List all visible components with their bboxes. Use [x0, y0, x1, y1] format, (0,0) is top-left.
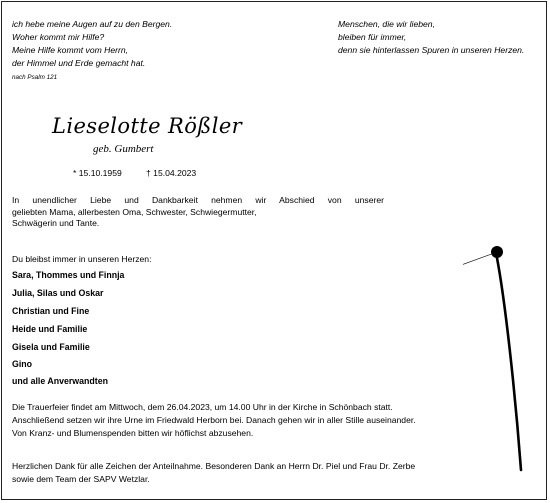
attached-seed [463, 252, 497, 264]
deceased-name: Lieselotte Rößler [52, 114, 243, 138]
death-date: 15.04.2023 [153, 168, 197, 178]
thanks-line: Herzlichen Dank für alle Zeichen der Anteilnahme. Besonderen Dank an Herrn Dr. Piel und Frau Dr. Zerbe [12, 461, 416, 471]
mourner-name: Heide und Familie [12, 324, 88, 334]
birth-star-icon: * [73, 168, 77, 178]
funeral-line: Anschließend setzen wir ihre Urne im Friedwald Herborn bei. Danach gehen wir in aller Stille auseinander. [12, 415, 416, 425]
psalm-line-3: Meine Hilfe kommt vom Herrn, [12, 45, 129, 55]
death-cross-icon: † [146, 168, 151, 178]
dandelion-icon [258, 140, 540, 485]
funeral-line: Von Kranz- und Blumenspenden bitten wir höflichst abzusehen. [12, 428, 254, 438]
funeral-line: Die Trauerfeier findet am Mittwoch, dem 26.04.2023, um 14.00 Uhr in der Kirche in Schönbach statt. [12, 402, 393, 412]
mourner-name: Sara, Thommes und Finnja [12, 270, 125, 280]
birth-info [73, 168, 122, 178]
psalm-line-2: Woher kommt mir Hilfe? [12, 32, 105, 42]
quote-line-1: Menschen, die wir lieben, [338, 19, 435, 29]
intro-line: In unendlicher Liebe und Dankbarkeit nehmen wir Abschied von unserer [12, 195, 384, 205]
intro-line: geliebten Mama, allerbesten Oma, Schwester, Schwiegermutter, [12, 206, 257, 217]
mourner-name: Gisela und Familie [12, 342, 90, 352]
psalm-line-1: ich hebe meine Augen auf zu den Bergen. [12, 19, 173, 29]
mourner-name: Julia, Silas und Oskar [12, 288, 104, 298]
intro-line: Schwägerin und Tante. [12, 218, 100, 229]
thanks-line: sowie dem Team der SAPV Wetzlar. [12, 474, 150, 484]
birth-date: 15.10.1959 [78, 168, 122, 178]
quote-line-2: bleiben für immer, [338, 32, 407, 42]
mourners-heading: Du bleibst immer in unseren Herzen: [12, 254, 152, 264]
mourner-name: Christian und Fine [12, 306, 90, 316]
mourner-name: und alle Anverwandten [12, 376, 108, 386]
death-info [146, 168, 196, 178]
birth-name: geb. Gumbert [93, 143, 154, 155]
dandelion-stem [497, 258, 521, 470]
quote-line-3: denn sie hinterlassen Spuren in unseren Herzen. [338, 45, 525, 55]
psalm-source: nach Psalm 121 [12, 74, 58, 81]
mourner-name: Gino [12, 359, 33, 369]
psalm-line-4: der Himmel und Erde gemacht hat. [12, 58, 146, 68]
